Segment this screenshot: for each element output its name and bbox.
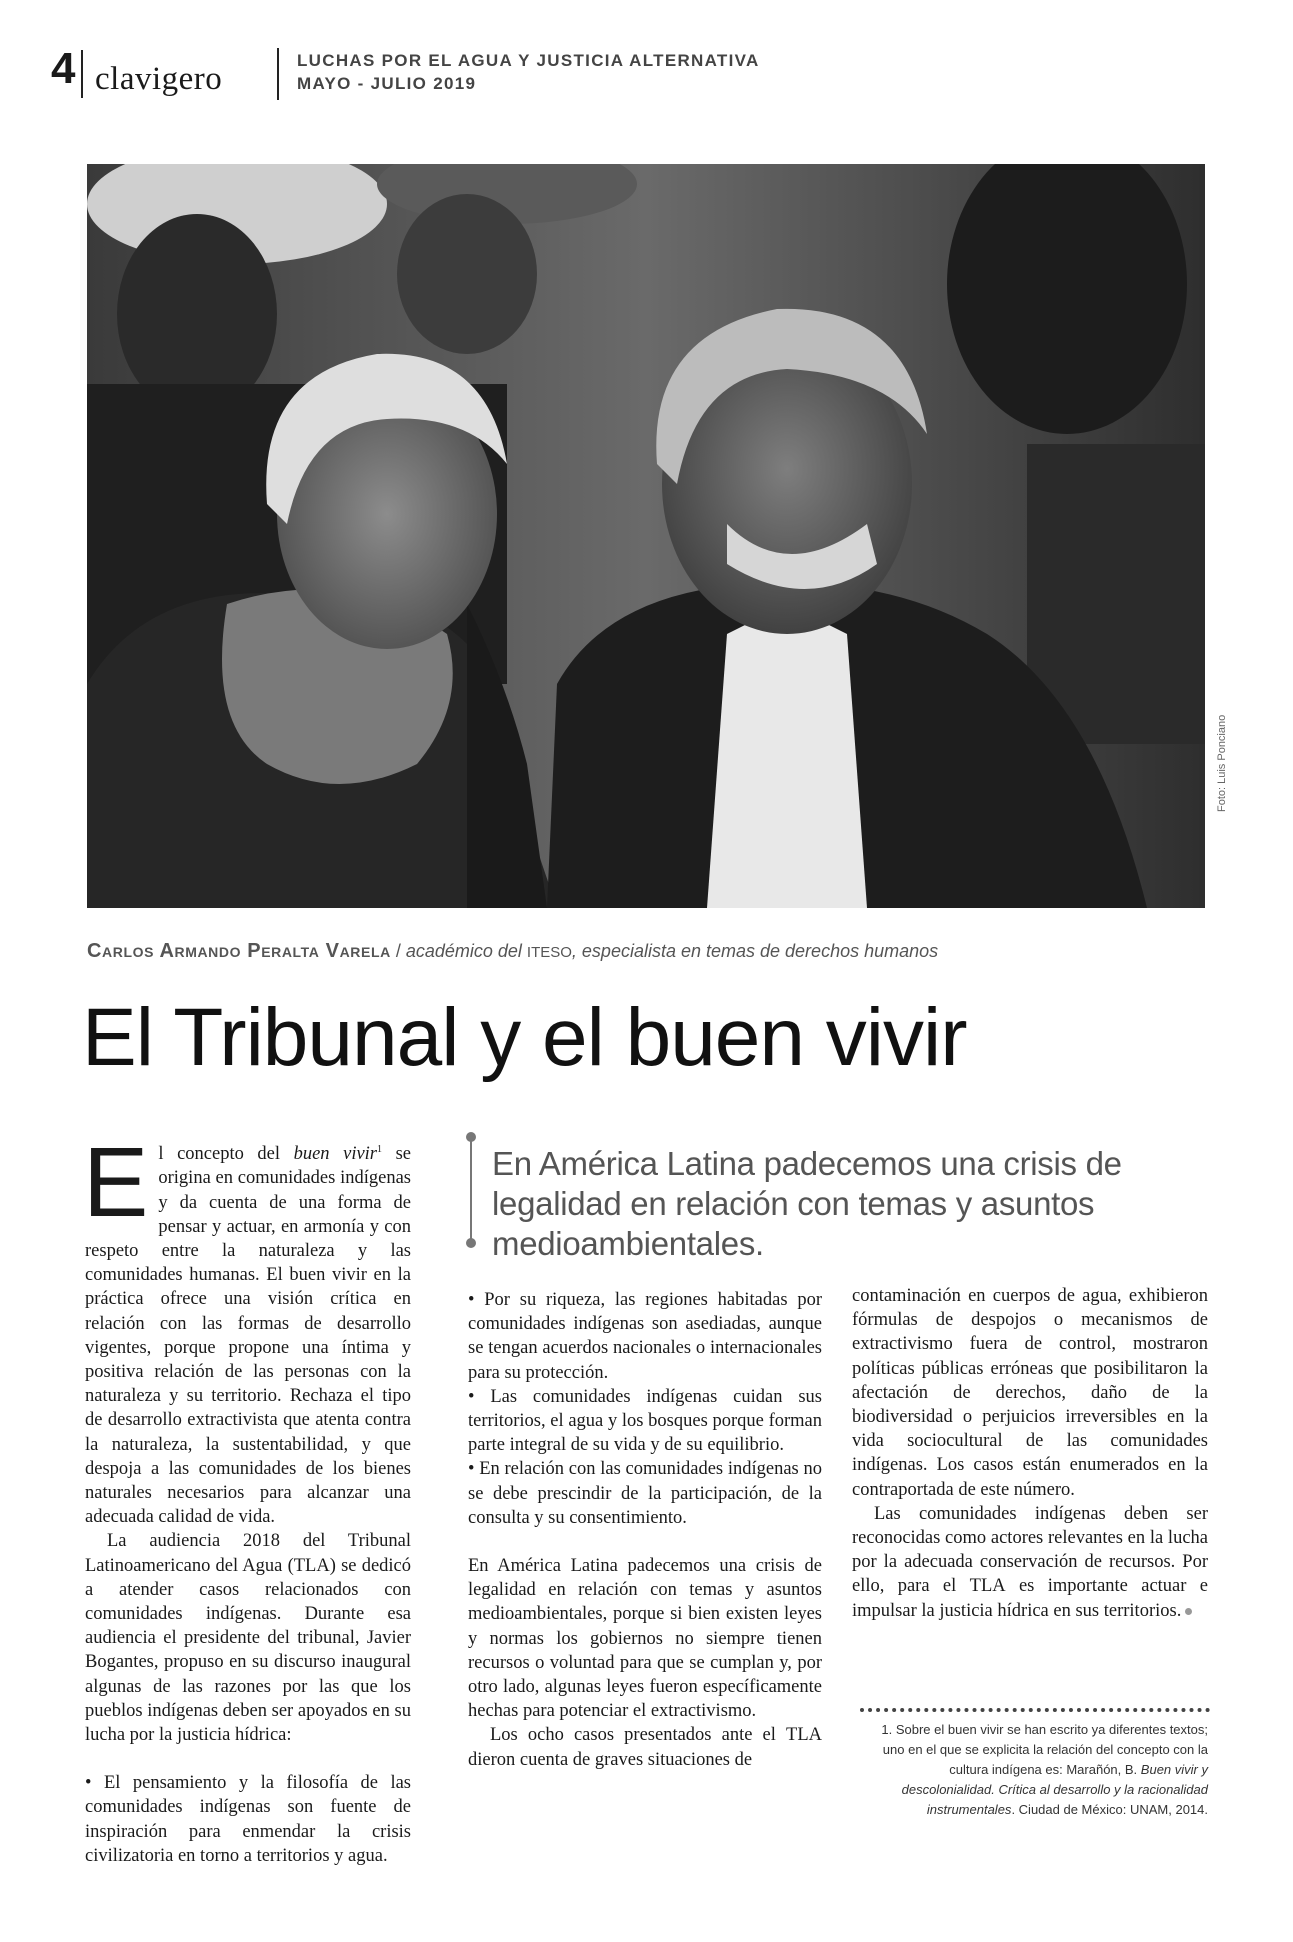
- article-column-2: [468, 1288, 822, 1772]
- footnote-text: , 2014.: [1168, 1802, 1208, 1817]
- paragraph: [468, 1723, 822, 1771]
- paragraph-text: se origina en comunidades indígenas y da cuenta de una forma de pensar y actuar, en armonía y con respeto entre la naturaleza y las comunidades humanas. El buen vivir en la práctica ofrece una visión crítica en relación con las formas de desarrollo vigentes, porque propone una íntima y positiva relación de las personas con la naturaleza y su territorio. Rechaza el tipo de desarrollo extractivista que atenta contra la naturaleza, la sustentabilidad, y que despoja a las comunidades de los bienes naturales necesarios para alcanzar una adecuada calidad de vida.: [85, 1144, 411, 1528]
- footnote: [858, 1720, 1208, 1820]
- footnote-text: Sobre el buen vivir se han escrito ya diferentes textos; uno en el que se explicita la relación del concepto con la cultura indígena es: Marañón, B.: [882, 1722, 1208, 1777]
- footnote-publisher: UNAM: [1129, 1802, 1169, 1817]
- article-column-1: [83, 1127, 412, 1868]
- page-number: 4: [51, 44, 76, 93]
- paragraph-text: es importante actuar e impulsar la justicia hídrica en sus territorios.: [852, 1576, 1208, 1621]
- byline: [87, 940, 938, 963]
- article-photo: [87, 164, 1205, 908]
- acronym-tla: TLA: [293, 1555, 330, 1576]
- bullet-item: • El pensamiento y la filosofía de las comunidades indígenas son fuente de inspiración para enmendar la crisis civilizatoria en torno a territorios y agua.: [85, 1773, 411, 1866]
- institution-name: ITESO: [526, 944, 572, 961]
- paragraph-text: Los ocho casos presentados ante el: [490, 1725, 787, 1746]
- author-role: [406, 941, 938, 961]
- header-divider: [81, 50, 83, 98]
- footnote-text: . Ciudad de México:: [1011, 1802, 1130, 1817]
- footnote-reference: 1: [377, 1144, 383, 1155]
- paragraph: [83, 1127, 411, 1529]
- term-buen-vivir: buen vivir: [293, 1144, 378, 1165]
- paragraph: [852, 1502, 1208, 1623]
- photo-credit: Foto: Luis Ponciano: [1216, 714, 1228, 812]
- footnote-number: 1.: [881, 1722, 893, 1737]
- paragraph: [85, 1529, 411, 1747]
- publication-name: clavigero: [95, 61, 223, 97]
- bullet-item: • Las comunidades indígenas cuidan sus territorios, el agua y los bosques porque forman parte integral de su vida y de su equilibrio.: [468, 1386, 822, 1456]
- acronym-tla: TLA: [969, 1576, 1006, 1597]
- footnote-book-title: Buen vivir y descolonialidad. Crítica al desarrollo y la racionalidad instrumentales: [901, 1762, 1208, 1817]
- article-column-3: [852, 1284, 1208, 1623]
- header-divider: [277, 48, 279, 100]
- paragraph-gap: [468, 1530, 822, 1554]
- paragraph-gap: [85, 1747, 411, 1771]
- paragraph-text: La audiencia 2018 del Tribunal Latinoamericano del Agua (: [85, 1531, 411, 1576]
- author-name: Carlos Armando Peralta Varela: [87, 940, 391, 962]
- end-of-article-icon: [1185, 1608, 1192, 1615]
- author-role-text: académico del: [405, 941, 527, 961]
- paragraph-text: ) se dedicó a atender casos relacionados con comunidades indígenas. Durante esa audiencia el presidente del tribunal, Javier Bogantes, propuso en su discurso inaugural algunas de las razones por las que los pueblos indígenas deben ser apoyados en su lucha por la justicia hídrica:: [85, 1555, 412, 1746]
- paragraph-text: Las comunidades indígenas deben ser reconocidas como actores relevantes en la lucha por la adecuada conservación de recursos. Por ello, para el: [852, 1503, 1208, 1597]
- page-header: [51, 44, 1211, 100]
- paragraph-text: dieron cuenta de graves situaciones de: [468, 1749, 753, 1770]
- bullet-item: • Por su riqueza, las regiones habitadas por comunidades indígenas son asediadas, aunque se tengan acuerdos nacionales o internacionales para su protección.: [468, 1290, 822, 1383]
- article-title: El Tribunal y el buen vivir: [82, 992, 967, 1083]
- bullet-item: • En relación con las comunidades indígenas no se debe prescindir de la participación, de la consulta y su consentimiento.: [468, 1459, 822, 1528]
- section-title: LUCHAS POR EL AGUA Y JUSTICIA ALTERNATIVA: [297, 51, 760, 70]
- pull-quote-rule: [470, 1140, 472, 1240]
- author-role-text: , especialista en temas de derechos humanos: [571, 941, 939, 961]
- pull-quote: En América Latina padecemos una crisis de legalidad en relación con temas y asuntos medioambientales.: [492, 1145, 1122, 1262]
- paragraph: contaminación en cuerpos de agua, exhibieron fórmulas de despojos o mecanismos de extractivismo fuera de control, mostraron políticas públicas erróneas que posibilitaron la afectación de derechos, daño de la biodiversidad o perjuicios irreversibles en la vida sociocultural de las comunidades indígenas. Los casos están enumerados en la contraportada de este número.: [852, 1286, 1208, 1500]
- byline-separator: /: [390, 941, 406, 961]
- acronym-tla: TLA: [786, 1725, 822, 1746]
- footnote-divider: [860, 1708, 1210, 1712]
- pull-quote-ornament: [466, 1238, 476, 1248]
- paragraph-text: l concepto del: [158, 1144, 294, 1165]
- drop-cap: E: [83, 1127, 149, 1237]
- paragraph: En América Latina padecemos una crisis de legalidad en relación con temas y asuntos medioambientales, porque si bien existen leyes y normas los gobiernos no siempre tienen recursos o voluntad para que se cumplan y, por otro lado, algunas leyes fueron específicamente hechas para potenciar el extractivismo.: [468, 1556, 822, 1722]
- issue-date: MAYO - JULIO 2019: [297, 74, 477, 93]
